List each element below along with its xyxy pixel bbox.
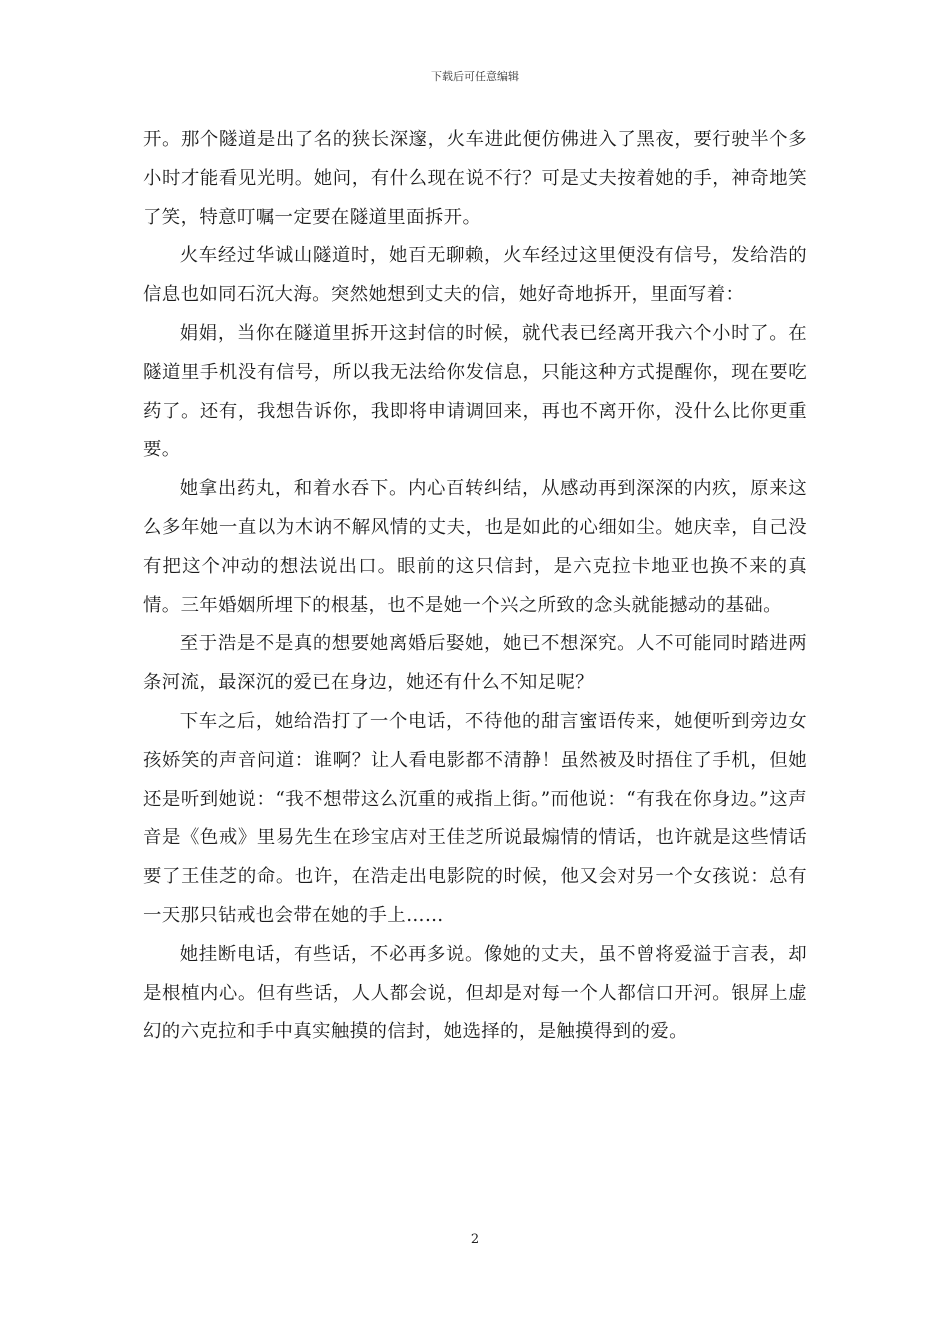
paragraph-3: 娟娟，当你在隧道里拆开这封信的时候，就代表已经离开我六个小时了。在隧道里手机没有信号，所以我无法给你发信息，只能这种方式提醒你，现在要吃药了。还有，我想告诉你，我即将申请调回来，再也不离开你，没什么比你更重要。 (143, 322, 807, 461)
paragraph-2: 火车经过华诚山隧道时，她百无聊赖，火车经过这里便没有信号，发给浩的信息也如同石沉大海。突然她想到丈夫的信，她好奇地拆开，里面写着： (143, 245, 807, 306)
page-number: 2 (470, 1232, 480, 1247)
paragraph-4: 她拿出药丸，和着水吞下。内心百转纠结，从感动再到深深的内疚，原来这么多年她一直以为木讷不解风情的丈夫，也是如此的心细如尘。她庆幸，自己没有把这个冲动的想法说出口。眼前的这只信封，是六克拉卡地亚也换不来的真情。三年婚姻所埋下的根基，也不是她一个兴之所致的念头就能撼动的基础。 (143, 478, 807, 616)
paragraph-5: 至于浩是不是真的想要她离婚后娶她，她已不想深究。人不可能同时踏进两条河流，最深沉的爱已在身边，她还有什么不知足呢？ (143, 633, 807, 694)
paragraph-7: 她挂断电话，有些话，不必再多说。像她的丈夫，虽不曾将爱溢于言表，却是根植内心。但有些话，人人都会说，但却是对每一个人都信口开河。银屏上虚幻的六克拉和手中真实触摸的信封，她选择的，是触摸得到的爱。 (143, 943, 807, 1043)
document-body (143, 121, 807, 1052)
page-header: 下载后可任意编辑 (431, 70, 519, 83)
paragraph-6: 下车之后，她给浩打了一个电话，不待他的甜言蜜语传来，她便听到旁边女孩娇笑的声音问道：谁啊？让人看电影都不清静！虽然被及时捂住了手机，但她还是听到她说：“我不想带这么沉重的戒指上街。”而他说：“有我在你身边。”这声音是《色戒》里易先生在珍宝店对王佳芝所说最煽情的情话，也许就是这些情话要了王佳芝的命。也许，在浩走出电影院的时候，他又会对另一个女孩说：总有一天那只钻戒也会带在她的手上…… (143, 710, 807, 926)
paragraph-1: 开。那个隧道是出了名的狭长深邃，火车进此便仿佛进入了黑夜，要行驶半个多小时才能看见光明。她问，有什么现在说不行？可是丈夫按着她的手，神奇地笑了笑，特意叮嘱一定要在隧道里面拆开。 (143, 129, 807, 228)
